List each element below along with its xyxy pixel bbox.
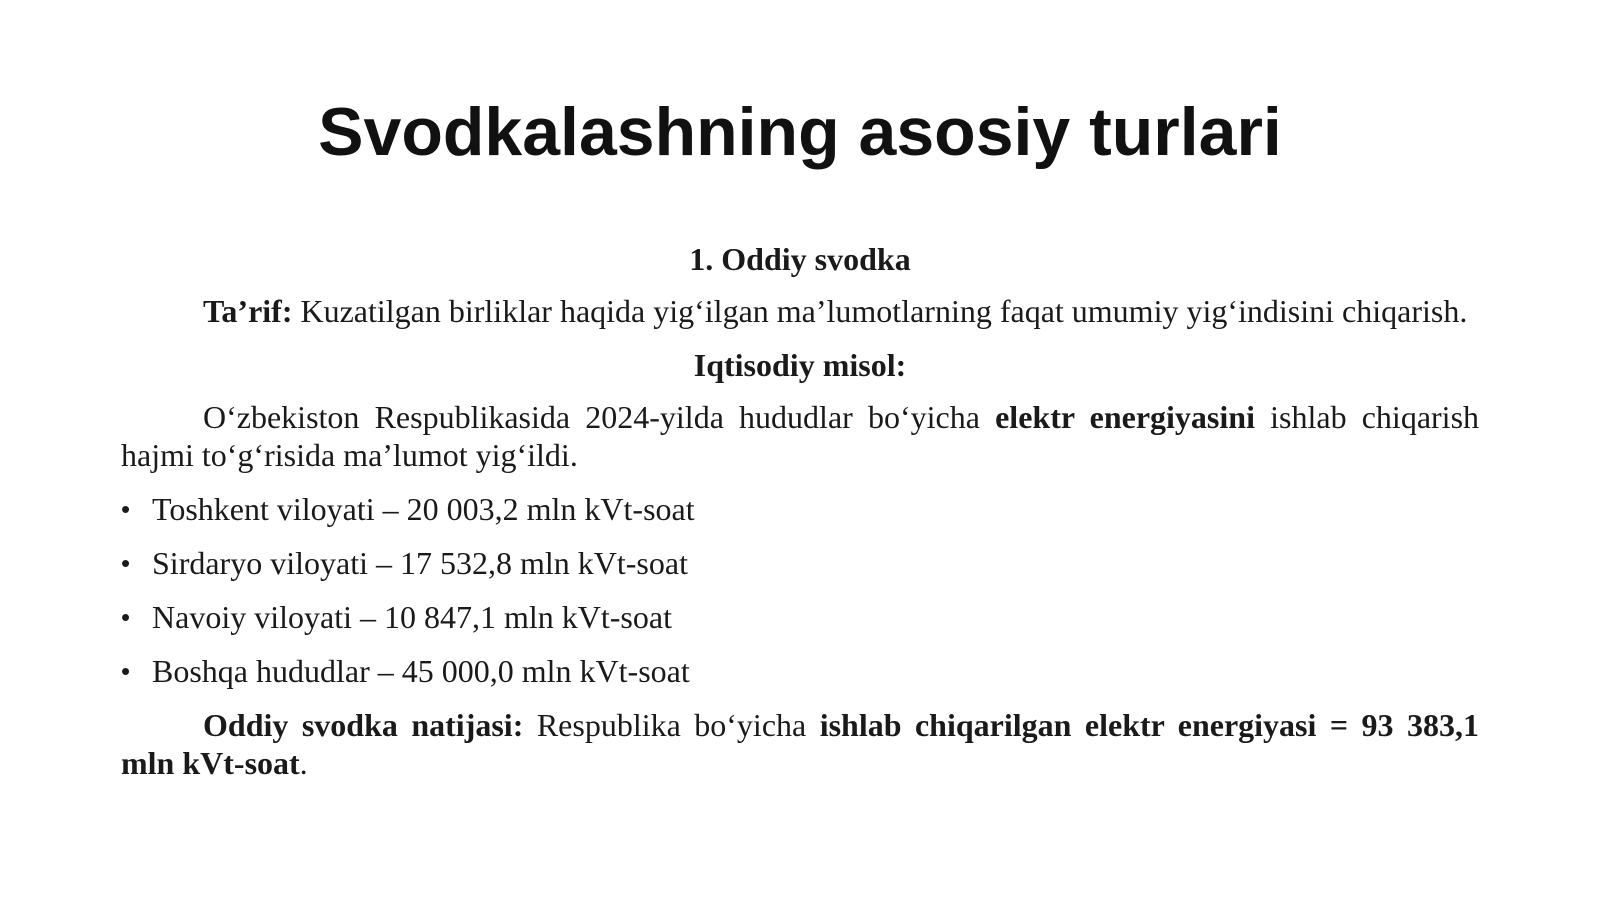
list-item-text: Sirdaryo viloyati – 17 532,8 mln kVt-soat	[152, 545, 688, 581]
result-end: .	[299, 745, 308, 781]
bullet-icon: •	[121, 548, 131, 578]
example-heading: Iqtisodiy misol:	[693, 347, 907, 383]
list-item	[121, 652, 1479, 690]
bullet-icon: •	[121, 494, 131, 524]
result-bold: ishlab chiqarilgan elektr energiyasi = 93 383,1 mln kVt-soat	[121, 707, 1480, 781]
result-paragraph	[121, 706, 1479, 782]
list-item-text: Navoiy viloyati – 10 847,1 mln kVt-soat	[152, 599, 672, 635]
list-item-text: Boshqa hududlar – 45 000,0 mln kVt-soat	[152, 653, 690, 689]
bullet-icon: •	[121, 602, 131, 632]
definition-paragraph	[121, 292, 1479, 330]
definition-label: Ta’rif:	[203, 293, 293, 329]
section-heading: 1. Oddiy svodka	[689, 241, 911, 277]
bullet-icon: •	[121, 656, 131, 686]
list-item-text: Toshkent viloyati – 20 003,2 mln kVt-soat	[152, 491, 695, 527]
slide-content	[121, 240, 1479, 782]
definition-text: Kuzatilgan birliklar haqida yig‘ilgan ma’lumotlarning faqat umumiy yig‘indisini chiqarish.	[292, 293, 1468, 329]
list-item	[121, 490, 1479, 528]
example-text-after: ishlab chiqarish hajmi to‘g‘risida ma’lumot yig‘ildi.	[121, 399, 1480, 473]
result-text: Respublika bo‘yicha	[523, 707, 820, 743]
example-bold: elektr energiyasini	[995, 399, 1255, 435]
region-list	[121, 490, 1479, 690]
result-label: Oddiy svodka natijasi:	[203, 707, 524, 743]
list-item	[121, 544, 1479, 582]
slide-title: Svodkalashning asosiy turlari	[318, 94, 1282, 170]
example-text-before: O‘zbekiston Respublikasida 2024-yilda hududlar bo‘yicha	[203, 399, 996, 435]
example-paragraph	[121, 398, 1479, 474]
list-item	[121, 598, 1479, 636]
